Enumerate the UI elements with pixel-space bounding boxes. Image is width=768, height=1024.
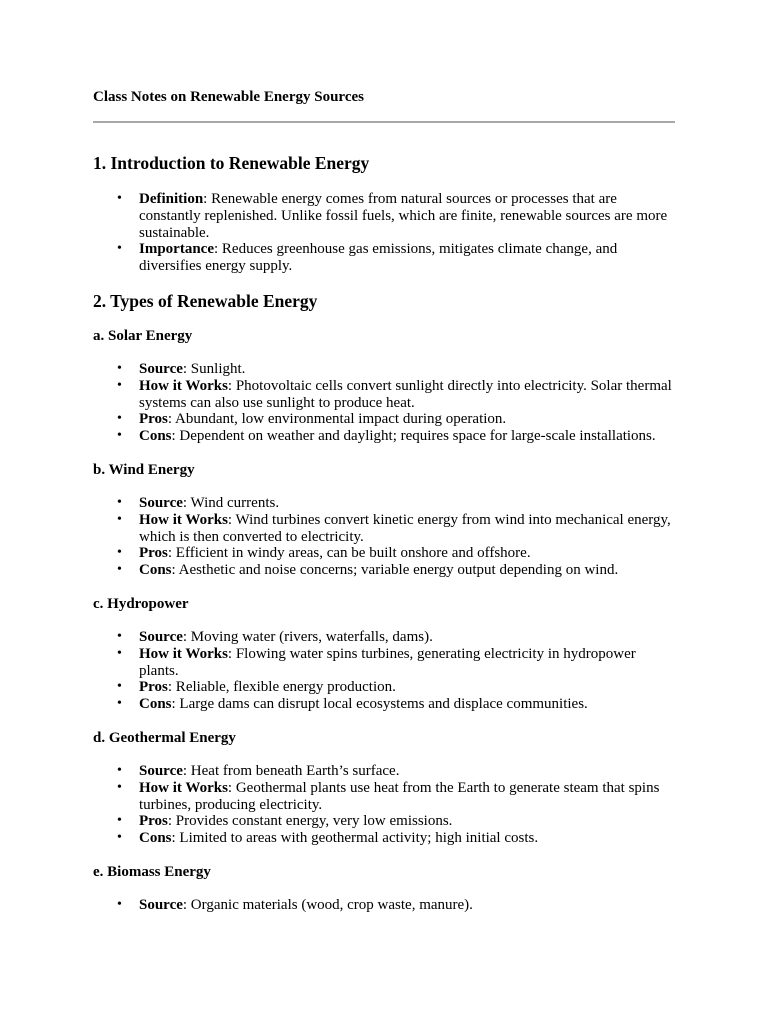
item-term: Cons	[139, 562, 172, 579]
item-term: Source	[139, 762, 183, 779]
item-text: : Aesthetic and noise concerns; variable energy output depending on wind.	[171, 562, 619, 579]
item-text: : Wind currents.	[182, 494, 280, 511]
item-text: : Photovoltaic cells convert sunlight directly into electricity. Solar thermal systems can also use sunlight to produce heat.	[139, 377, 672, 411]
item-text: : Efficient in windy areas, can be built onshore and offshore.	[167, 545, 531, 562]
bullet-icon: •	[117, 645, 122, 661]
list-item	[117, 360, 675, 378]
document-title: Class Notes on Renewable Energy Sources	[93, 89, 364, 105]
item-text: : Wind turbines convert kinetic energy from wind into mechanical energy, which is then converted to electricity.	[139, 511, 671, 545]
bullet-icon: •	[117, 813, 122, 829]
bullet-icon: •	[117, 411, 122, 427]
list-item	[117, 428, 675, 445]
item-text: : Flowing water spins turbines, generating electricity in hydropower plants.	[139, 645, 636, 679]
bullet-icon: •	[117, 679, 122, 695]
bullet-icon: •	[117, 494, 122, 510]
item-text: : Renewable energy comes from natural sources or processes that are constantly replenished. Unlike fossil fuels, which are finite, renewable sources are more sustainable.	[139, 191, 668, 241]
item-term: Cons	[139, 428, 172, 445]
item-text: : Organic materials (wood, crop waste, manure).	[182, 896, 473, 913]
list-item	[117, 645, 675, 680]
section-heading-types: 2. Types of Renewable Energy	[93, 290, 318, 311]
item-term: Source	[139, 494, 183, 511]
bullet-icon: •	[117, 377, 122, 393]
list-item	[117, 830, 675, 847]
subsection-heading-hydropower: c. Hydropower	[93, 595, 189, 612]
biomass-list	[93, 897, 675, 914]
bullet-icon: •	[117, 896, 122, 912]
list-item	[117, 545, 675, 562]
list-item	[117, 896, 675, 914]
geothermal-list	[93, 763, 675, 847]
item-text: : Abundant, low environmental impact during operation.	[167, 411, 507, 428]
bullet-icon: •	[117, 830, 122, 846]
hydropower-list	[93, 629, 675, 713]
bullet-icon: •	[117, 779, 122, 795]
bullet-icon: •	[117, 545, 122, 561]
bullet-icon: •	[117, 428, 122, 444]
item-text: : Limited to areas with geothermal activity; high initial costs.	[171, 830, 539, 847]
list-item	[117, 191, 675, 241]
subsection-heading-geothermal: d. Geothermal Energy	[93, 729, 236, 746]
list-item	[117, 511, 675, 546]
item-text: : Reduces greenhouse gas emissions, mitigates climate change, and diversifies energy supply.	[139, 241, 618, 275]
subsection-heading-solar: a. Solar Energy	[93, 327, 193, 344]
bullet-icon: •	[117, 360, 122, 376]
list-item	[117, 628, 675, 646]
item-term: Pros	[139, 545, 168, 562]
item-text: : Large dams can disrupt local ecosystems and displace communities.	[171, 696, 588, 713]
bullet-icon: •	[117, 628, 122, 644]
section-heading-introduction: 1. Introduction to Renewable Energy	[93, 153, 370, 173]
item-term: Pros	[139, 411, 168, 428]
solar-list	[93, 361, 675, 445]
item-text: : Geothermal plants use heat from the Earth to generate steam that spins turbines, producing electricity.	[139, 779, 660, 813]
list-item	[117, 779, 675, 814]
item-term: How it Works	[139, 645, 228, 662]
item-term: How it Works	[139, 377, 228, 394]
list-item	[117, 562, 675, 579]
list-item	[117, 377, 675, 412]
item-term: Source	[139, 896, 183, 913]
item-text: : Sunlight.	[182, 360, 246, 377]
list-item	[117, 494, 675, 512]
item-term: Pros	[139, 813, 168, 830]
item-term: Pros	[139, 679, 168, 696]
item-term: Definition	[139, 191, 204, 207]
subsection-heading-wind: b. Wind Energy	[93, 461, 195, 478]
bullet-icon: •	[117, 241, 122, 257]
item-term: Source	[139, 360, 183, 377]
list-item	[117, 679, 675, 696]
introduction-list	[93, 191, 675, 275]
wind-list	[93, 495, 675, 579]
item-text: : Heat from beneath Earth’s surface.	[182, 762, 400, 779]
item-text: : Reliable, flexible energy production.	[167, 679, 396, 696]
item-term: Importance	[139, 241, 214, 258]
horizontal-rule	[93, 121, 675, 123]
item-text: : Moving water (rivers, waterfalls, dams).	[182, 628, 433, 645]
item-term: How it Works	[139, 779, 228, 796]
bullet-icon: •	[117, 562, 122, 578]
list-item	[117, 696, 675, 713]
subsection-heading-biomass: e. Biomass Energy	[93, 863, 211, 880]
bullet-icon: •	[117, 191, 122, 206]
item-text: : Provides constant energy, very low emissions.	[167, 813, 453, 830]
document-content	[93, 152, 675, 914]
bullet-icon: •	[117, 762, 122, 778]
item-term: Cons	[139, 830, 172, 847]
item-text: : Dependent on weather and daylight; requires space for large-scale installations.	[171, 428, 656, 445]
list-item	[117, 813, 675, 830]
bullet-icon: •	[117, 511, 122, 527]
list-item	[117, 762, 675, 780]
item-term: Source	[139, 628, 183, 645]
bullet-icon: •	[117, 696, 122, 712]
item-term: Cons	[139, 696, 172, 713]
list-item	[117, 241, 675, 275]
list-item	[117, 411, 675, 428]
item-term: How it Works	[139, 511, 228, 528]
